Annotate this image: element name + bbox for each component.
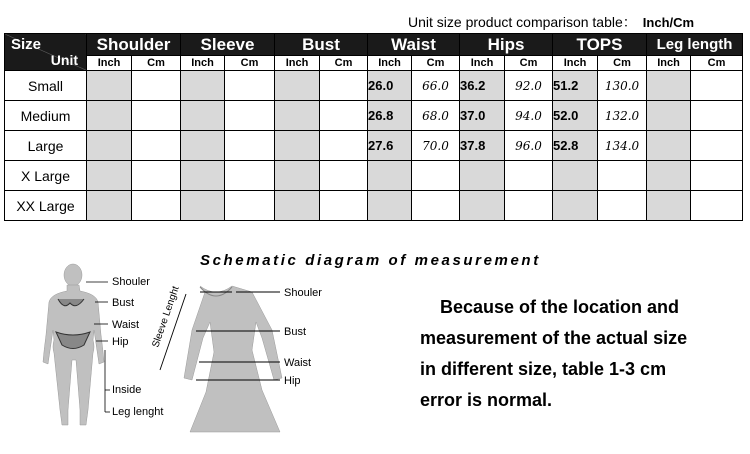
group-header: Bust [275, 34, 368, 56]
group-header: Hips [460, 34, 553, 56]
cm-cell [505, 191, 553, 221]
inch-cell: 27.6 [368, 131, 412, 161]
body-label-waist: Waist [112, 319, 140, 331]
cm-cell [598, 191, 647, 221]
inch-subheader: Inch [368, 56, 412, 71]
cm-cell [691, 71, 743, 101]
size-row [5, 131, 743, 161]
cm-cell [412, 191, 460, 221]
cm-subheader: Cm [598, 56, 647, 71]
group-header: Sleeve [181, 34, 275, 56]
inch-cell [181, 131, 225, 161]
body-label-leg: Leg lenght [112, 406, 164, 418]
diagram-title: Schematic diagram of measurement [200, 252, 541, 269]
cm-cell: 66.0 [412, 71, 460, 101]
inch-cell: 26.8 [368, 101, 412, 131]
dress-label-shoulder: Shouler [284, 287, 322, 299]
inch-cell: 37.8 [460, 131, 505, 161]
cm-cell [691, 191, 743, 221]
measurement-note [420, 292, 730, 416]
cm-cell [225, 131, 275, 161]
inch-subheader: Inch [553, 56, 598, 71]
cm-cell: 130.0 [598, 71, 647, 101]
inch-subheader: Inch [647, 56, 691, 71]
cm-cell [691, 161, 743, 191]
inch-subheader: Inch [87, 56, 132, 71]
cm-subheader: Cm [225, 56, 275, 71]
cm-cell [320, 161, 368, 191]
size-label: Large [5, 131, 87, 161]
cm-cell: 134.0 [598, 131, 647, 161]
cm-cell [132, 131, 181, 161]
dress-label-bust: Bust [284, 326, 307, 338]
cm-cell [132, 191, 181, 221]
cm-cell [225, 101, 275, 131]
inch-cell [460, 161, 505, 191]
size-label: Medium [5, 101, 87, 131]
inch-cell [87, 131, 132, 161]
inch-cell [87, 71, 132, 101]
inch-cell [553, 161, 598, 191]
size-label: XX Large [5, 191, 87, 221]
dress-label-hip: Hip [284, 375, 301, 387]
cm-cell [691, 101, 743, 131]
unit-caption [408, 12, 694, 32]
cm-cell [320, 191, 368, 221]
inch-cell [368, 161, 412, 191]
dress-figure [184, 286, 282, 432]
inch-cell [647, 131, 691, 161]
group-header: Waist [368, 34, 460, 56]
inch-cell: 36.2 [460, 71, 505, 101]
cm-subheader: Cm [320, 56, 368, 71]
inch-cell [647, 191, 691, 221]
body-label-shoulder: Shouler [112, 276, 150, 288]
inch-subheader: Inch [181, 56, 225, 71]
inch-cell [181, 71, 225, 101]
cm-cell [320, 71, 368, 101]
inch-subheader: Inch [460, 56, 505, 71]
inch-cell [87, 101, 132, 131]
cm-cell [412, 161, 460, 191]
size-row [5, 161, 743, 191]
cm-cell [320, 101, 368, 131]
inch-cell: 26.0 [368, 71, 412, 101]
size-label: Small [5, 71, 87, 101]
note-line: Because of the location and [440, 297, 680, 317]
cm-cell [598, 161, 647, 191]
inch-cell [460, 191, 505, 221]
inch-cell: 52.8 [553, 131, 598, 161]
note-line: measurement of the actual size [420, 328, 688, 348]
inch-cell [368, 191, 412, 221]
inch-cell [647, 101, 691, 131]
cm-cell: 132.0 [598, 101, 647, 131]
cm-subheader: Cm [132, 56, 181, 71]
note-line: error is normal. [420, 390, 553, 410]
inch-cell: 52.0 [553, 101, 598, 131]
size-label: X Large [5, 161, 87, 191]
unit-caption-text: Unit size product comparison table： [408, 14, 637, 30]
body-label-hip: Hip [112, 336, 129, 348]
body-label-bust: Bust [112, 297, 135, 309]
inch-cell [647, 161, 691, 191]
cm-cell [132, 71, 181, 101]
cm-subheader: Cm [505, 56, 553, 71]
inch-cell [87, 161, 132, 191]
cm-subheader: Cm [691, 56, 743, 71]
inch-cell [181, 101, 225, 131]
cm-subheader: Cm [412, 56, 460, 71]
group-header: Shoulder [87, 34, 181, 56]
size-row [5, 101, 743, 131]
cm-cell [225, 191, 275, 221]
inch-cell: 37.0 [460, 101, 505, 131]
cm-cell [132, 101, 181, 131]
measurement-diagram [0, 255, 400, 454]
size-row [5, 191, 743, 221]
group-header: Leg length [647, 34, 743, 56]
cm-cell: 68.0 [412, 101, 460, 131]
inch-cell [275, 101, 320, 131]
cm-cell [132, 161, 181, 191]
inch-cell [553, 191, 598, 221]
inch-subheader: Inch [275, 56, 320, 71]
corner-unit-label: Unit [50, 52, 78, 68]
body-label-inside: Inside [112, 384, 142, 396]
cm-cell [691, 131, 743, 161]
dress-label-waist: Waist [284, 357, 312, 369]
cm-cell [320, 131, 368, 161]
corner-size-label: Size [11, 36, 42, 53]
inch-cell [275, 131, 320, 161]
unit-value: Inch/Cm [642, 15, 695, 30]
size-row [5, 71, 743, 101]
cm-cell: 92.0 [505, 71, 553, 101]
group-header: TOPS [553, 34, 647, 56]
cm-cell: 94.0 [505, 101, 553, 131]
cm-cell [225, 71, 275, 101]
cm-cell [505, 161, 553, 191]
size-table [4, 33, 743, 221]
size-unit-corner [5, 34, 87, 71]
inch-cell [275, 71, 320, 101]
dress-label-sleeve: Sleeve Lenght [150, 284, 182, 349]
cm-cell: 96.0 [505, 131, 553, 161]
note-line: in different size, table 1-3 cm [420, 359, 667, 379]
inch-cell [647, 71, 691, 101]
cm-cell [225, 161, 275, 191]
inch-cell [181, 191, 225, 221]
inch-cell [87, 191, 132, 221]
inch-cell [181, 161, 225, 191]
inch-cell: 51.2 [553, 71, 598, 101]
cm-cell: 70.0 [412, 131, 460, 161]
inch-cell [275, 191, 320, 221]
inch-cell [275, 161, 320, 191]
